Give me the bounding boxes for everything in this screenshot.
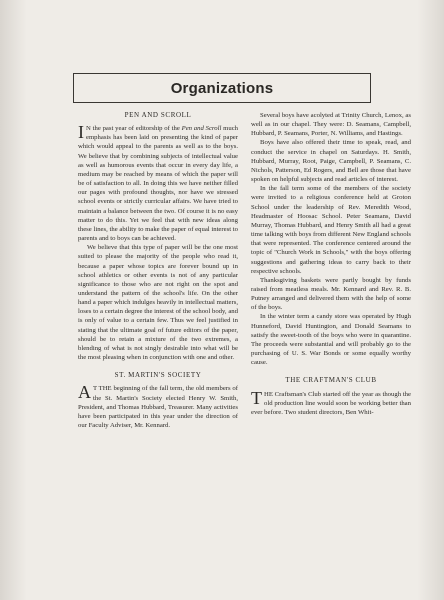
- craftsmans-p1-text: HE Craftsman's Club started off the year as though the old production line would soon be working better than ever before. Two student directors, Ben Whit-: [251, 390, 411, 416]
- st-martins-heading: ST. MARTIN'S SOCIETY: [114, 371, 202, 380]
- st-martins-paragraph-1: [78, 384, 238, 430]
- st-martins-paragraph-3: Boys have also offered their time to speak, read, and conduct the service in chapel on Saturdays. H. Smith, Hubbard, Murray, Root, Paige, Campbell, P. Seamans, C. Nichols, Patterson, Ed Rogers, and Bell are those that have spoken on helpful subjects and read articles of interest.: [251, 139, 411, 184]
- craftsmans-club-paragraph-1: [251, 387, 411, 417]
- st-martins-paragraph-5: Thanksgiving baskets were partly bought by funds raised from meatless meals. Mr. Kennard and Rev. R. B. Putney arranged and delivered them with the help of some of the boys.: [251, 276, 411, 312]
- pen-and-scroll-p1-end: much emphasis has been laid on presenting the kind of paper which would appeal to the parents as well as to the boys. We believe that by combining subjects of intellectual value as well as humorous events that occur in every day life, a medium may be reached by means of which the paper will be of satisfaction to all. In doing this we have neither filled our pages with profound thoughts, nor have we stressed school events or strictly curricular affairs. We have tried to maintain a balance between the two. Of course it is no easy matter to do this. Yet we feel that with new ideas along these lines, the ability to make the paper of equal interest to parents and to boys can be achieved.: [78, 125, 239, 243]
- pen-and-scroll-paragraph-1: [78, 124, 238, 243]
- section-gap-2: [251, 367, 411, 376]
- pen-and-scroll-paragraph-2: We believe that this type of paper will be the one most suited to please the majority of the people who read it, because a paper whose topics are forever bound up in school athletics or other events is not of any particular significance to those who are not right on the spot and understand the pattern of the school's life. On the other hand a paper which indulges heavily in intellectual matters, loses to a certain degree the interest of the school body, and is only of value to a certain few. Thus we feel justified in stating that the ultimate goal of future editors of the paper, should be to retain a mixture of the two extremes, a blending of what is not singly desirable into what will be the most pleasing when in conjunction with one and other.: [78, 244, 238, 362]
- st-martins-drop-cap: A: [78, 382, 91, 403]
- craftsmans-drop-cap: T: [251, 387, 262, 408]
- pen-and-scroll-italic-title: Pen and Scroll: [181, 125, 222, 133]
- craftsmans-club-heading: THE CRAFTMAN'S CLUB: [285, 376, 377, 385]
- pen-and-scroll-drop-cap: I: [78, 122, 84, 143]
- title-box: [73, 73, 371, 103]
- page-title: Organizations: [170, 79, 274, 97]
- st-martins-p1-text: T THE beginning of the fall term, the old members of the St. Martin's Society elected Henry W. Smith, President, and Thomas Hubbard, Treasurer. Many activities have been participated in this year under the direction of our Faculty Adviser, Mr. Kennard.: [78, 385, 238, 429]
- st-martins-paragraph-2: Several boys have acolyted at Trinity Church, Lenox, as well as in our chapel. They were: D. Seamans, Campbell, Hubbard, P. Seamans, Porter, N. Williams, and Hastings.: [251, 112, 411, 138]
- left-column: [78, 111, 238, 430]
- pen-and-scroll-p1-start: N the past year of editorship of the: [86, 125, 182, 133]
- pen-and-scroll-heading: PEN AND SCROLL: [124, 111, 192, 119]
- section-gap: [78, 362, 238, 371]
- st-martins-paragraph-4: In the fall term some of the members of the society were invited to a religious conference held at Groton School under the leadership of Rev. Meredith Wood, Headmaster of Hoosac School. Peter Seamans, David Murray, Thomas Hubbard, and Henry Smith all had a great time talking with boys from different New England schools that were represented. The conference centered around the topic of "Church Work in Schools," with the boys offering suggestions and gathering ideas to carry back to their respective schools.: [251, 185, 411, 275]
- right-column: [251, 111, 411, 417]
- st-martins-paragraph-6: In the winter term a candy store was operated by Hugh Hunneford, David Huntington, and Donald Seamans to satisfy the sweet-tooth of the boys who were in quarantine. The proceeds were substantial and will probably go to the purchasing of U. S. War Bonds or some equally worthy cause.: [251, 313, 411, 367]
